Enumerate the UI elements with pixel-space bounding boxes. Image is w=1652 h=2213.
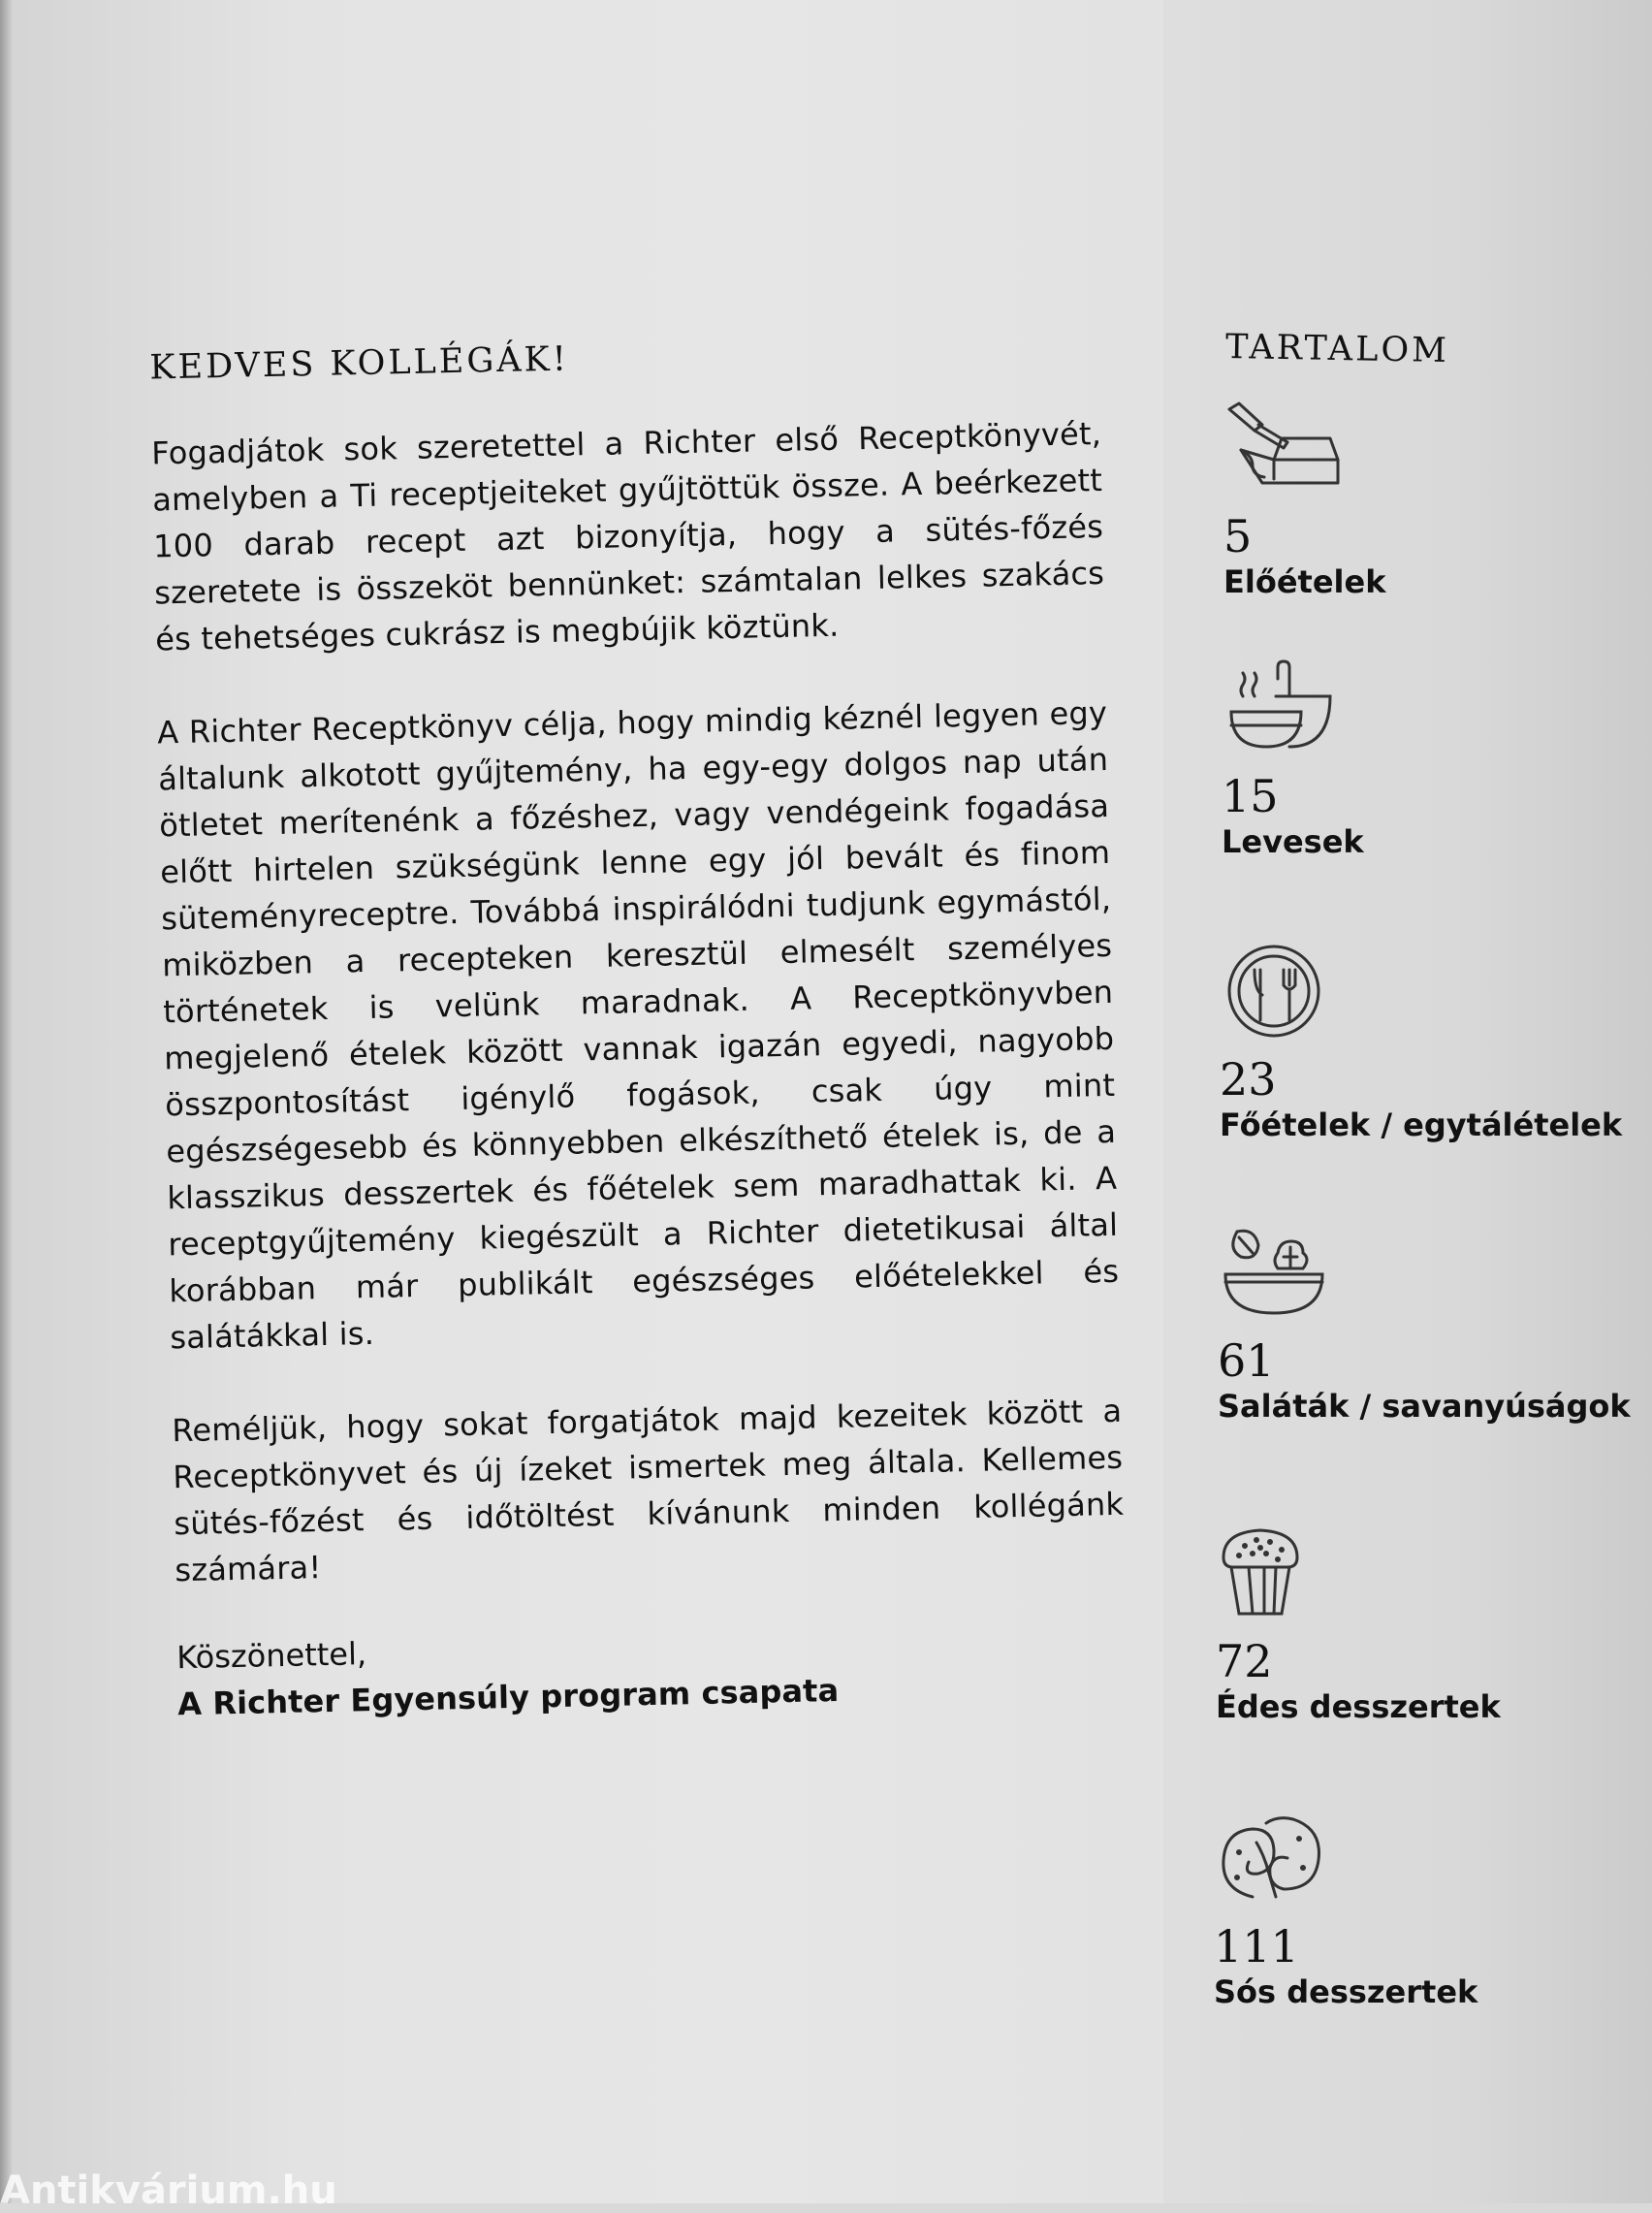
toc-label: Előételek bbox=[1223, 563, 1386, 600]
pretzel-icon bbox=[1214, 1810, 1330, 1907]
letter-heading: KEDVES KOLLÉGÁK! bbox=[148, 339, 570, 388]
watermark: Antikvárium.hu bbox=[0, 2168, 337, 2213]
toc-label: Sós desszertek bbox=[1214, 1973, 1478, 2010]
toc-item-sos-desszertek bbox=[1214, 1810, 1631, 2011]
toc-item-levesek bbox=[1222, 659, 1638, 861]
letter-section bbox=[128, 329, 1127, 1728]
toc-page-number: 72 bbox=[1216, 1635, 1273, 1687]
salad-bowl-icon bbox=[1218, 1224, 1334, 1321]
toc-item-edes-desszertek bbox=[1216, 1524, 1633, 1726]
toc-page-number: 111 bbox=[1214, 1920, 1299, 1972]
letter-signature: A Richter Egyensúly program csapata bbox=[176, 1671, 840, 1723]
toc-item-foetelek bbox=[1220, 943, 1636, 1144]
plate-fork-knife-icon bbox=[1220, 943, 1336, 1040]
toc-item-salatak bbox=[1218, 1224, 1635, 1426]
toc-page-number: 5 bbox=[1223, 510, 1253, 562]
toc-label: Levesek bbox=[1222, 823, 1364, 860]
toc-page-number: 61 bbox=[1218, 1334, 1275, 1387]
page-binding-shadow bbox=[0, 0, 14, 2203]
soup-bowl-icon bbox=[1222, 659, 1338, 756]
letter-paragraph-1: Fogadjátok sok szeretettel a Richter első Receptkönyvét, amelyben a Ti receptjeiteket gyűjtöttük össze. A beérkezett 100 darab recept azt bizonyítja, hogy a sütés-főzés szeretete is összeköt bennünket: számtalan lelkes szakács és tehetséges cukrász is megbújik köztünk. bbox=[150, 414, 1105, 658]
letter-paragraph-3: Reméljük, hogy sokat forgatjátok majd kezeitek között a Receptkönyvet és új ízeket ismertek meg általa. Kellemes sütés-főzést és időtöltést kívánunk minden kollégánk számára! bbox=[171, 1392, 1125, 1589]
toc-label: Édes desszertek bbox=[1216, 1688, 1501, 1725]
butter-knife-icon bbox=[1223, 400, 1340, 497]
letter-paragraph-2: A Richter Receptkönyv célja, hogy mindig kéznél legyen egy általunk alkotott gyűjtemény, ha egy-egy dolgos nap után ötletet merítenénk a főzéshez, vagy vendégeink fogadása előtt hirtelen szükségünk lenne egy jól bevált és finom süteményreceptre. Továbbá inspirálódni tudjunk egymástól, miközben a recepteken keresztül elmesélt személyes történetek is velünk maradnak. A Receptkönyvben megjelenő ételek között vannak igazán egyedi, nagyobb összpontosítást igénylő fogások, csak úgy mint egészségesebb és könnyebben elkészíthető ételek is, de a klasszikus desszertek és főételek sem maradhattak ki. A receptgyűjtemény kiegészült a Richter dietetikusai által korábban már publikált egészséges előételekkel és salátákkal is. bbox=[156, 693, 1120, 1357]
letter-closing: Köszönettel, bbox=[175, 1635, 367, 1677]
toc-item-eloetelek bbox=[1223, 400, 1640, 601]
toc-page-number: 23 bbox=[1220, 1053, 1277, 1106]
toc-label: Főételek / egytálételek bbox=[1220, 1106, 1623, 1143]
toc-label: Saláták / savanyúságok bbox=[1218, 1388, 1631, 1425]
toc-title: TARTALOM bbox=[1224, 327, 1450, 371]
toc-page-number: 15 bbox=[1222, 770, 1279, 822]
muffin-icon bbox=[1216, 1524, 1332, 1621]
